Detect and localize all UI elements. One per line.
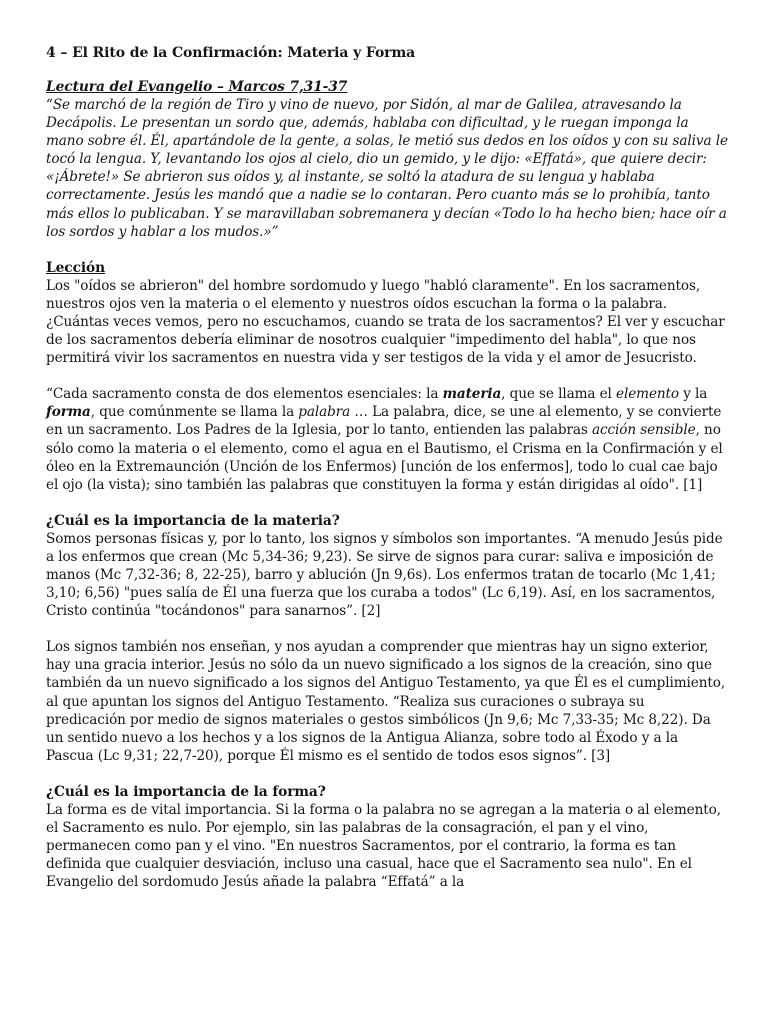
- materia-term: materia: [442, 386, 502, 403]
- materia-paragraph-1: Somos personas físicas y, por lo tanto, los signos y símbolos son importantes. “A menudo Jesús pide a los enfermos que crean (Mc 5,34-36; 9,23). Se sirve de signos para curar: saliva e imposición de manos (Mc 7,32-36; 8, 22-25), barro y ablución (Jn 9,6s). Los enfermos tratan de tocarlo (Mc 1,41; 3,10; 6,56) "pues salía de Él una fuerza que los curaba a todos" (Lc 6,19). Así, en los sacramentos, Cristo continúa "tocándonos" para sanarnos”. [2]: [46, 530, 723, 620]
- lesson-p2-text-4: , que comúnmente se llama la: [90, 404, 299, 421]
- forma-term: forma: [46, 404, 91, 421]
- forma-section: [46, 783, 728, 891]
- page-title: 4 – El Rito de la Confirmación: Materia y Forma: [46, 45, 416, 61]
- materia-section: [46, 512, 728, 765]
- materia-heading: ¿Cuál es la importancia de la materia?: [46, 512, 340, 529]
- forma-heading: ¿Cuál es la importancia de la forma?: [46, 783, 326, 800]
- gospel-heading: Lectura del Evangelio – Marcos 7,31-37: [46, 79, 348, 95]
- palabra-term: palabra: [298, 404, 351, 421]
- lesson-paragraph-1: Los "oídos se abrieron" del hombre sordomudo y luego "habló claramente". En los sacramentos, nuestros ojos ven la materia o el elemento y nuestros oídos escuchan la forma o la palabra. ¿Cuántas veces vemos, pero no escuchamos, cuando se trata de los sacramentos? El ver y escuchar de los sacramentos debería eliminar de nosotros cualquier "impedimento del habla", lo que nos permitirá vivir los sacramentos en nuestra vida y ser testigos de la vida y el amor de Jesucristo.: [46, 277, 725, 367]
- lesson-p2-text-5: … La palabra, dice, se une al elemento, y se convierte en un sacramento. Los Padres de la Iglesia, por lo tanto, entienden las palabras: [46, 404, 722, 439]
- elemento-term: elemento: [616, 386, 679, 403]
- accion-sensible-term: acción sensible: [591, 422, 696, 439]
- lesson-section: [46, 259, 728, 494]
- lesson-p2-text-2: , que se llama el: [501, 386, 617, 403]
- gospel-text: “Se marchó de la región de Tiro y vino de nuevo, por Sidón, al mar de Galilea, atravesando la Decápolis. Le presentan un sordo que, además, hablaba con dificultad, y le ruegan imponga la mano sobre él. Él, apartándole de la gente, a solas, le metió sus dedos en los oídos y con su saliva le tocó la lengua. Y, levantando los ojos al cielo, dio un gemido, y le dijo: «Effatá», que quiere decir: «¡Ábrete!» Se abrieron sus oídos y, al instante, se soltó la atadura de su lengua y hablaba correctamente. Jesús les mandó que a nadie se lo contaran. Pero cuanto más se lo prohibía, tanto más ellos lo publicaban. Y se maravillaban sobremanera y decían «Todo lo ha hecho bien; hace oír a los sordos y hablar a los mudos.»”: [46, 97, 728, 240]
- lesson-paragraph-2: [46, 385, 728, 494]
- gospel-section: [46, 78, 728, 241]
- lesson-heading: Lección: [46, 259, 106, 276]
- forma-paragraph-1: La forma es de vital importancia. Si la forma o la palabra no se agregan a la materia o al elemento, el Sacramento es nulo. Por ejemplo, sin las palabras de la consagración, el pan y el vino, permanecen como pan y el vino. "En nuestros Sacramentos, por el contrario, la forma es tan definida que cualquier desviación, incluso una casual, hace que el Sacramento sea nulo". En el Evangelio del sordomudo Jesús añade la palabra “Effatá” a la: [46, 801, 721, 891]
- lesson-p2-text-3: y la: [679, 386, 708, 403]
- lesson-p2-text-1: “Cada sacramento consta de dos elementos esenciales: la: [46, 386, 443, 403]
- materia-paragraph-2: Los signos también nos enseñan, y nos ayudan a comprender que mientras hay un signo exterior, hay una gracia interior. Jesús no sólo da un nuevo significado a los signos de la creación, sino que también da un nuevo significado a los signos del Antiguo Testamento, ya que Él es el cumplimiento, al que apuntan los signos del Antiguo Testamento. “Realiza sus curaciones o subraya su predicación por medio de signos materiales o gestos simbólicos (Jn 9,6; Mc 7,33-35; Mc 8,22). Da un sentido nuevo a los hechos y a los signos de la Antigua Alianza, sobre todo al Éxodo y a la Pascua (Lc 9,31; 22,7-20), porque Él mismo es el sentido de todos esos signos”. [3]: [46, 639, 726, 764]
- lesson-p2-text-6: , no sólo como la materia o el elemento, como el agua en el Bautismo, el Crisma en la Confirmación y el óleo en la Extremaunción (Unción de los Enfermos) [unción de los enfermos], todo lo cual cae bajo el ojo (la vista); sino también las palabras que constituyen la forma y están dirigidas al oído". [1]: [46, 422, 723, 493]
